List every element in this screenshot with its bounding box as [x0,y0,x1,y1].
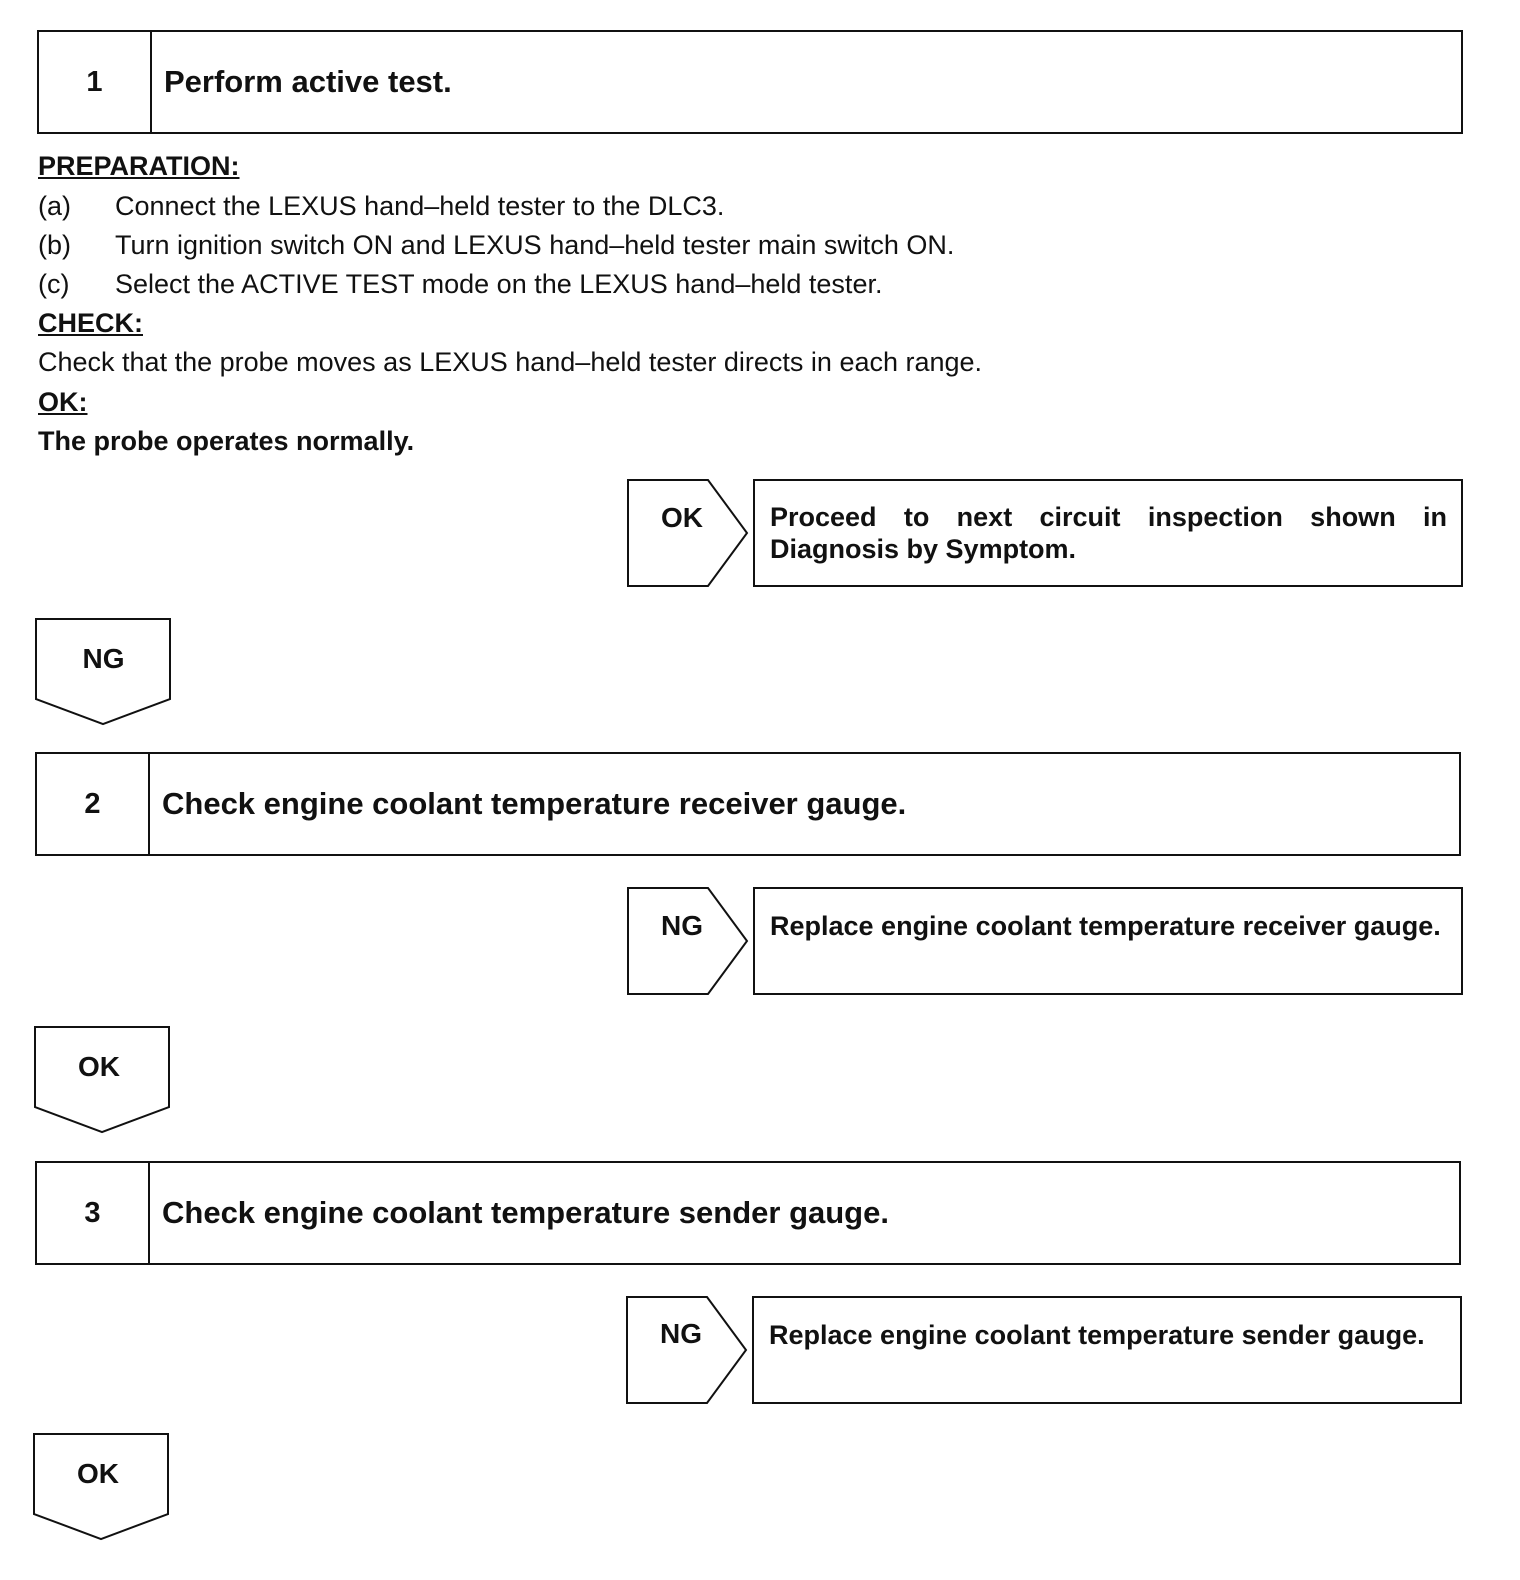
branch-1-result: Proceed to next circuit inspection shown in Diagnosis by Symptom. [753,479,1463,587]
branch-2-result: Replace engine coolant temperature receiver gauge. [753,887,1463,995]
preparation-heading: PREPARATION: [38,151,240,181]
step-2-box [35,752,1461,856]
step-1-number: 1 [39,32,152,132]
preparation-item-c-letter: (c) [38,269,70,299]
preparation-item-a-text: Connect the LEXUS hand–held tester to the DLC3. [115,191,725,221]
right-arrow-icon [626,1296,748,1404]
branch-2-label: NG [661,910,703,941]
preparation-item-a-letter: (a) [38,191,71,221]
step-3-number: 3 [37,1163,150,1263]
step-3-title: Check engine coolant temperature sender gauge. [162,1195,889,1230]
preparation-item-b-text: Turn ignition switch ON and LEXUS hand–held tester main switch ON. [115,230,955,260]
branch-3-label: NG [660,1318,702,1349]
ok-text: The probe operates normally. [38,426,415,456]
down-arrow-3-label: OK [77,1458,119,1489]
step-2-title: Check engine coolant temperature receiver gauge. [162,786,907,821]
preparation-item-c-text: Select the ACTIVE TEST mode on the LEXUS hand–held tester. [115,269,883,299]
step-1-box [37,30,1463,134]
preparation-item-b-letter: (b) [38,230,71,260]
ok-heading: OK: [38,387,88,417]
step-2-number: 2 [37,754,150,854]
check-text: Check that the probe moves as LEXUS hand–held tester directs in each range. [38,347,983,377]
check-heading: CHECK: [38,308,143,338]
step-1-title: Perform active test. [164,64,452,99]
step-3-box [35,1161,1461,1265]
branch-1-label: OK [661,502,703,533]
branch-3-result: Replace engine coolant temperature sender gauge. [752,1296,1462,1404]
down-arrow-2-label: OK [78,1051,120,1082]
down-arrow-1-label: NG [82,643,125,674]
